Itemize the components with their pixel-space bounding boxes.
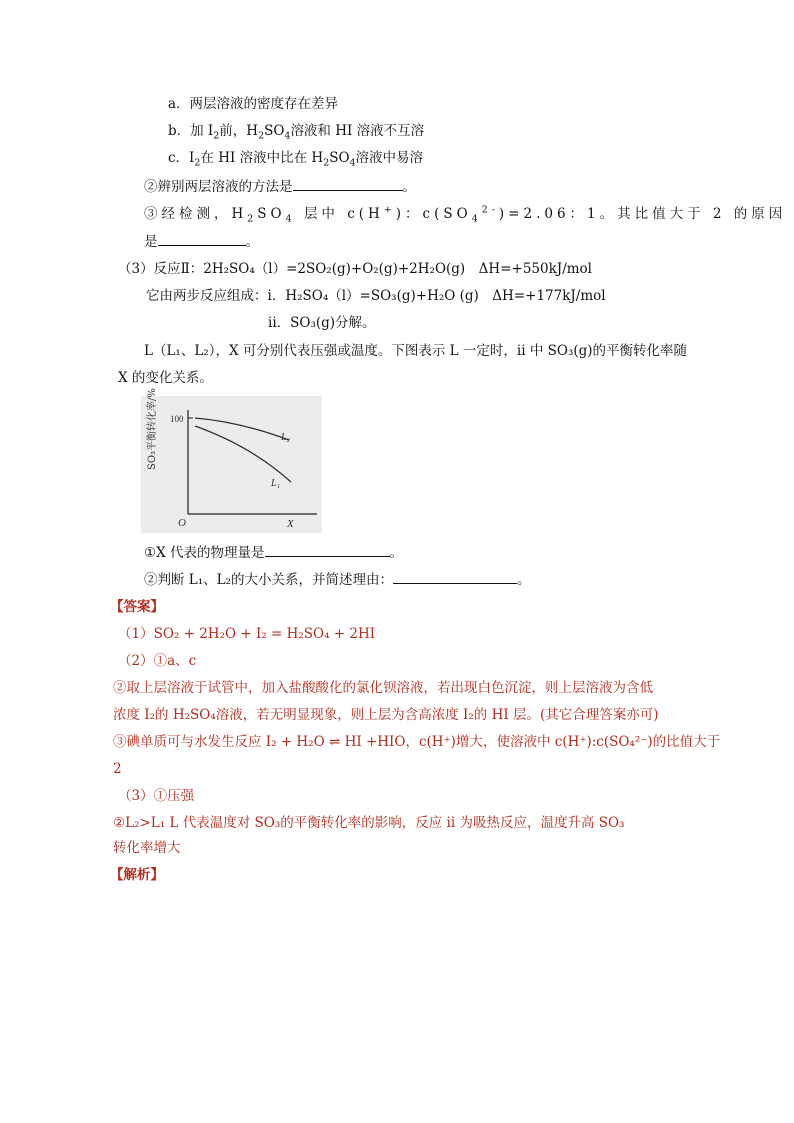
curve-label-l1: L₁ xyxy=(271,478,281,489)
question-2-3-line2: 是 。 xyxy=(144,231,259,252)
question-3-step2: ii．SO₃(g)分解。 xyxy=(268,315,376,331)
answer-blank[interactable] xyxy=(393,569,517,584)
y-axis-label: SO₃平衡转化率/% xyxy=(147,388,158,470)
question-3-desc-line2: X 的变化关系。 xyxy=(118,370,213,386)
option-b: b．加 $I_2$前，$H_2SO_4$溶液和 HI 溶液不互溶 xyxy=(168,123,425,142)
question-3-desc: L（L₁、L₂），X 可分别代表压强或温度。下图表示 L 一定时，ii 中 SO₃(g)的平衡转化率随 xyxy=(144,343,688,359)
answer-blank[interactable] xyxy=(293,176,403,191)
question-2-3: ③经检测，$H_2SO_4$ 层中 c(H+)：$c(SO_4^{2-})=2.06$：1。其比值大于 2 的原因 xyxy=(144,204,787,225)
x-axis-label: X xyxy=(287,518,294,530)
answer-3-1: （3）①压强 xyxy=(118,788,195,804)
curve-l2 xyxy=(195,418,289,440)
answer-3-2-line2: 转化率增大 xyxy=(113,840,181,856)
answer-3-2: ②L₂>L₁ L 代表温度对 SO₃的平衡转化率的影响，反应 ii 为吸热反应，温度升高 SO₃ xyxy=(113,815,625,831)
option-a: a．两层溶液的密度存在差异 xyxy=(168,96,339,112)
analysis-heading: 【解析】 xyxy=(110,867,164,883)
answer-blank[interactable] xyxy=(265,542,390,557)
question-3-step1: 它由两步反应组成：i．H₂SO₄（l）=SO₃(g)+H₂O (g) ΔH=+177kJ/mol xyxy=(146,288,606,304)
curve-l1 xyxy=(195,426,291,482)
answer-1: （1）SO₂ + 2H₂O + I₂ = H₂SO₄ + 2HI xyxy=(118,626,376,642)
origin-label: O xyxy=(178,517,186,529)
conversion-figure xyxy=(141,388,322,533)
question-3-reaction: （3）反应Ⅱ：2H₂SO₄（l）=2SO₂(g)+O₂(g)+2H₂O(g) ΔH=+550kJ/mol xyxy=(118,261,592,277)
question-3-2: ②判断 L₁、L₂的大小关系，并简述理由： 。 xyxy=(144,569,531,590)
question-3-1: ①X 代表的物理量是 。 xyxy=(144,542,403,563)
curve-label-l2: L₂ xyxy=(281,432,291,443)
answer-2-3: ③碘单质可与水发生反应 I₂ + H₂O ⇌ HI +HIO，c(H⁺)增大，使溶液中 c(H⁺):c(SO₄²⁻)的比值大于 xyxy=(113,734,721,750)
answer-2-3-line2: 2 xyxy=(113,761,122,777)
answer-blank[interactable] xyxy=(158,231,246,246)
option-c: c．$I_2$在 HI 溶液中比在 $H_2SO_4$溶液中易溶 xyxy=(168,150,424,169)
answer-2-2: ②取上层溶液于试管中，加入盐酸酸化的氯化钡溶液，若出现白色沉淀，则上层溶液为含低 xyxy=(113,680,653,696)
question-2-2: ②辨别两层溶液的方法是 。 xyxy=(144,176,416,197)
answer-2: （2）①a、c xyxy=(118,653,197,669)
answer-2-2-line2: 浓度 I₂的 H₂SO₄溶液，若无明显现象，则上层为含高浓度 I₂的 HI 层。(其它合理答案亦可) xyxy=(113,707,659,723)
y-tick-label: 100 xyxy=(170,414,184,424)
answer-heading: 【答案】 xyxy=(110,599,164,615)
